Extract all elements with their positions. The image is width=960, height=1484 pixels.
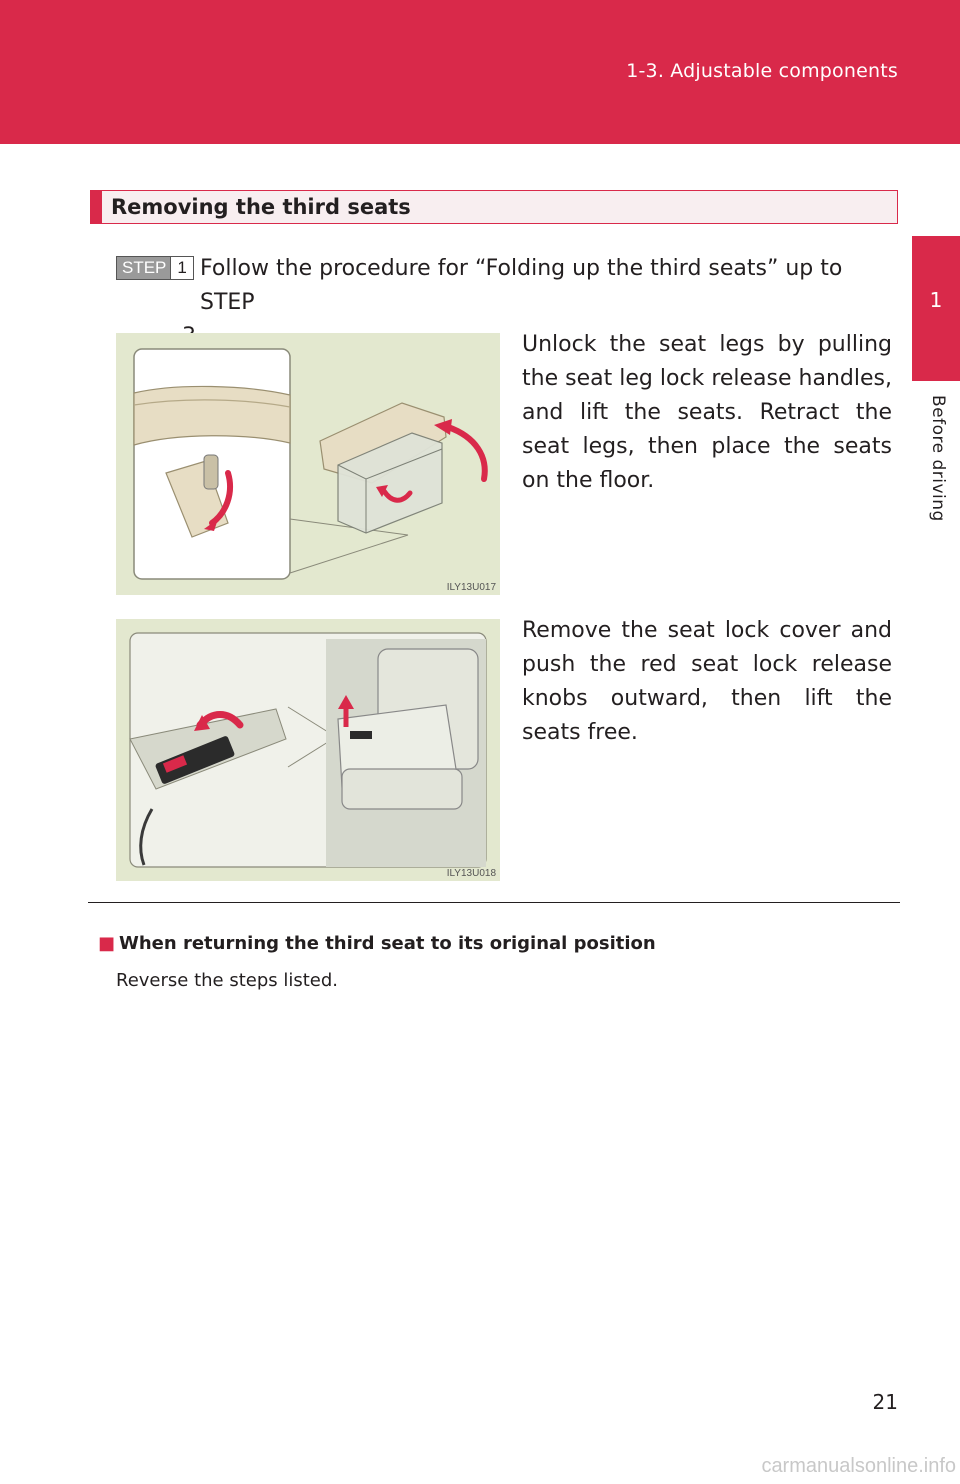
chapter-tab-number: 1	[929, 288, 943, 312]
figure-code: ILY13U017	[446, 582, 496, 593]
note-heading	[98, 933, 656, 954]
note-heading-text: When returning the third seat to its original position	[119, 933, 656, 954]
chapter-title: 1-3. Adjustable components	[626, 60, 898, 82]
section-heading-text: Removing the third seats	[111, 195, 411, 219]
section-heading	[90, 190, 898, 224]
figure-seat-leg-release	[116, 333, 500, 595]
watermark: carmanualsonline.info	[761, 1455, 956, 1477]
figure-seat-lock-release	[116, 619, 500, 881]
note-text: Reverse the steps listed.	[116, 970, 339, 991]
step-3-text: Remove the seat lock cover and push the red seat lock release knobs outward, then lift the seats free.	[522, 618, 892, 745]
section-heading-bar	[90, 190, 102, 224]
page-number: 21	[872, 1390, 898, 1414]
seat-lock-illustration	[116, 619, 500, 881]
step-badge-label: STEP	[117, 257, 170, 279]
chapter-tab[interactable]	[912, 236, 960, 381]
step-1-text-line1: Follow the procedure for “Folding up the third seats” up to STEP	[200, 256, 843, 315]
section-divider	[88, 902, 900, 903]
note-square-icon: ■	[98, 933, 116, 954]
step-2-text: Unlock the seat legs by pulling the seat leg lock release handles, and lift the seats. Retract the seat legs, then place the seats on the floor.	[522, 332, 892, 493]
step-badge-number: 1	[170, 257, 192, 279]
step-1-badge	[116, 256, 194, 280]
chapter-side-label: Before driving	[928, 395, 948, 522]
figure-code: ILY13U018	[446, 868, 496, 879]
seat-leg-illustration	[116, 333, 500, 595]
